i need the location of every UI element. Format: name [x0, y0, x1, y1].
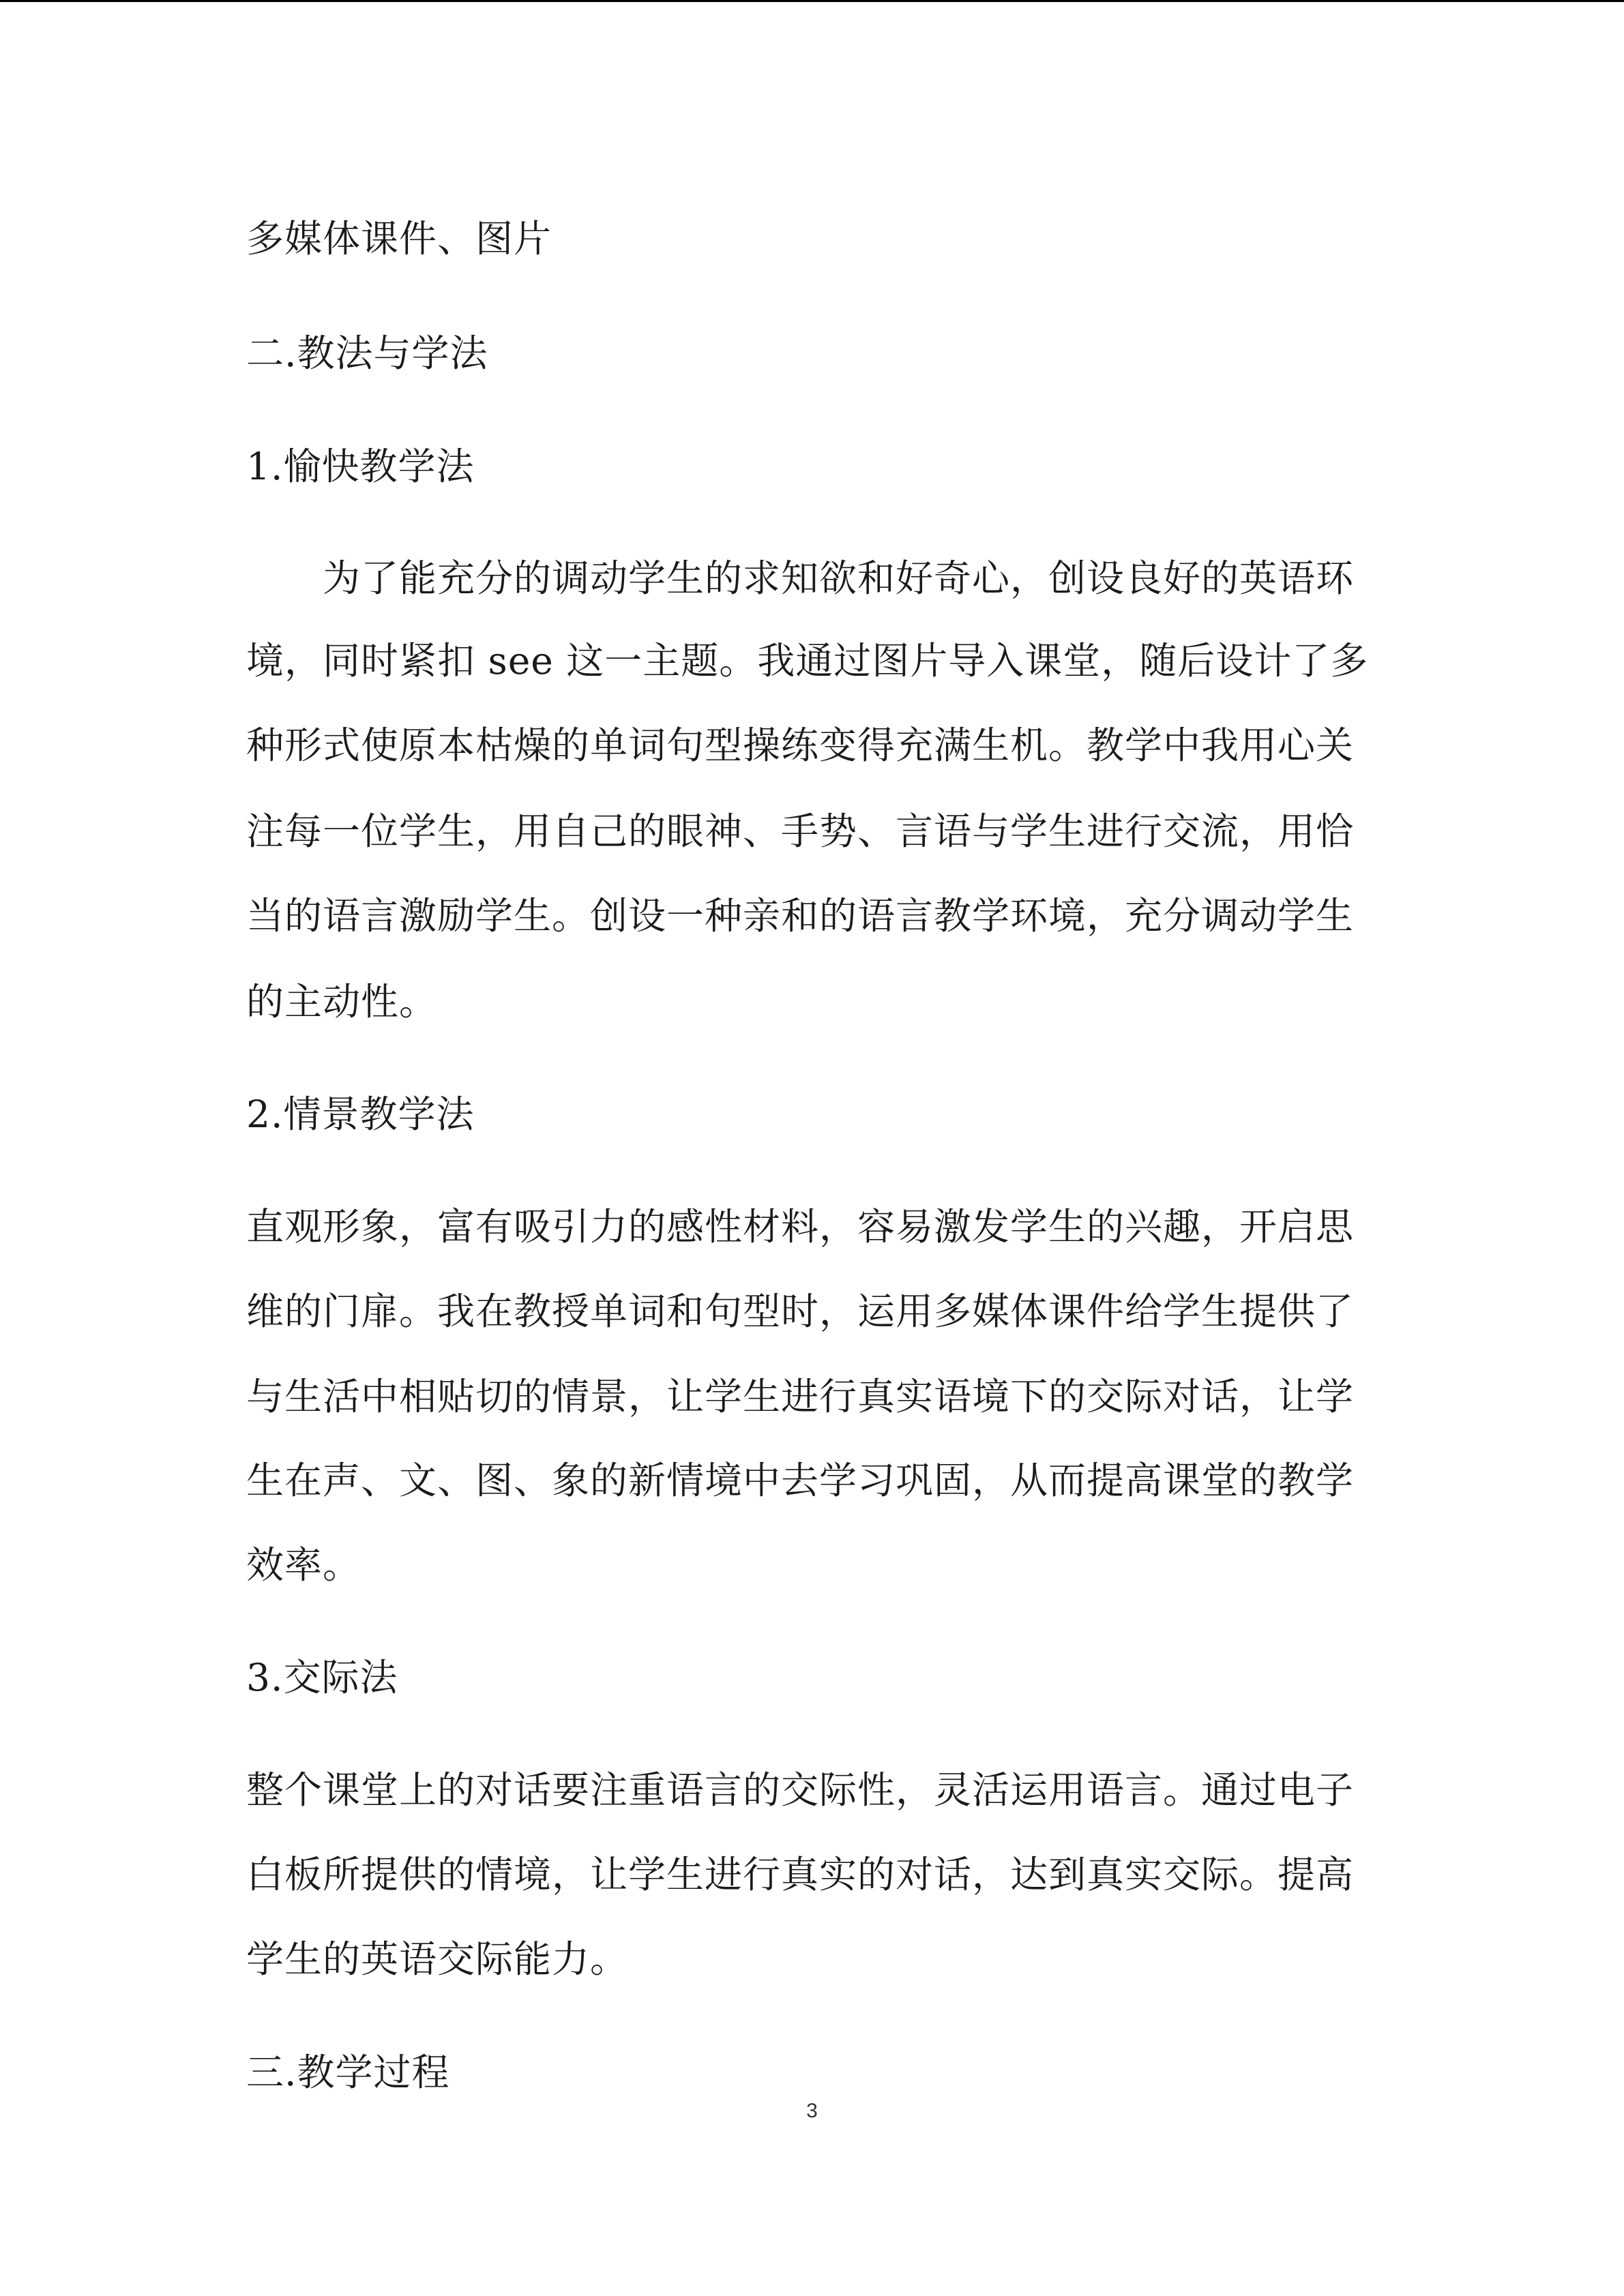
page-number: 3: [806, 2100, 818, 2122]
page-top-border: [0, 0, 1624, 2]
paragraph-line: 种形式使原本枯燥的单词句型操练变得充满生机。教学中我用心关: [246, 724, 1355, 767]
section-heading-methods: 二.教法与学法: [246, 331, 488, 375]
paragraph-line: 维的门扉。我在教授单词和句型时，运用多媒体课件给学生提供了: [246, 1289, 1355, 1333]
subheading-communicative-method: 3.交际法: [246, 1656, 398, 1699]
subheading-happy-teaching: 1.愉快教学法: [246, 445, 475, 488]
paragraph-line: 整个课堂上的对话要注重语言的交际性，灵活运用语言。通过电子: [246, 1768, 1355, 1812]
section-heading-process: 三.教学过程: [246, 2051, 450, 2094]
paragraph-line: 为了能充分的调动学生的求知欲和好奇心，创设良好的英语环: [323, 556, 1355, 600]
paragraph-line: 当的语言激励学生。创设一种亲和的语言教学环境，充分调动学生: [246, 894, 1355, 938]
paragraph-line: 学生的英语交际能力。: [246, 1937, 629, 1981]
paragraph-line: 白板所提供的情境，让学生进行真实的对话，达到真实交际。提高: [246, 1853, 1355, 1896]
paragraph-line: 的主动性。: [246, 980, 438, 1024]
paragraph-line: 与生活中相贴切的情景，让学生进行真实语境下的交际对话，让学: [246, 1375, 1355, 1418]
paragraph-line: 生在声、文、图、象的新情境中去学习巩固，从而提高课堂的教学: [246, 1459, 1355, 1502]
paragraph-line: 境，同时紧扣 see 这一主题。我通过图片导入课堂，随后设计了多: [246, 639, 1369, 683]
paragraph-line: 注每一位学生，用自己的眼神、手势、言语与学生进行交流，用恰: [246, 809, 1355, 853]
materials-line: 多媒体课件、图片: [246, 217, 552, 260]
subheading-situational-teaching: 2.情景教学法: [246, 1092, 475, 1136]
paragraph-line: 直观形象，富有吸引力的感性材料，容易激发学生的兴趣，开启思: [246, 1205, 1355, 1249]
paragraph-line: 效率。: [246, 1543, 361, 1587]
